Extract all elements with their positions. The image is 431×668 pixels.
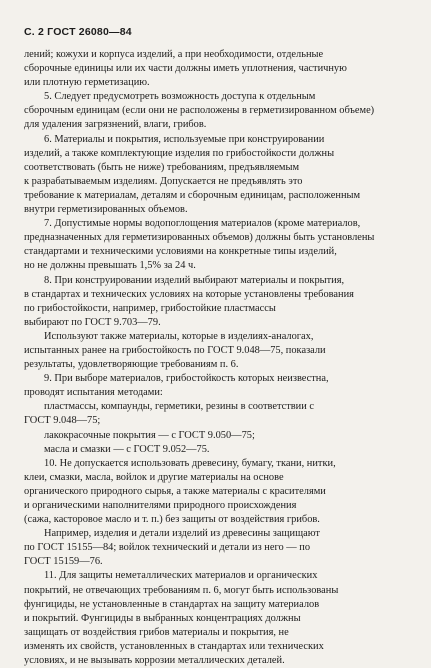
text-line: изменять их свойств, установленных в стандартах или технических: [24, 640, 324, 652]
paragraph: [24, 330, 407, 372]
text-line: но не должны превышать 1,5% за 24 ч.: [24, 260, 196, 272]
text-line: 7. Допустимые нормы водопоглощения материалов (кроме материалов,: [44, 218, 361, 230]
text-line: лений; кожухи и корпуса изделий, а при необходимости, отдельные: [24, 49, 324, 60]
text-line: испытанных ранее на грибостойкость по ГОСТ 9.048—75, показали: [24, 344, 326, 356]
paragraph: [24, 90, 407, 132]
paragraph: [24, 457, 407, 527]
page-header: С. 2 ГОСТ 26080—84: [24, 26, 132, 38]
text-line: предназначенных для герметизированных объемов) должны быть установлены: [24, 232, 375, 244]
text-line: ГОСТ 15159—76.: [24, 556, 103, 568]
text-line: и органическими наполнителями природного происхождения: [24, 500, 297, 511]
paragraph: [24, 217, 407, 273]
text-line: лакокрасочные покрытия — с ГОСТ 9.050—75;: [44, 429, 255, 441]
text-line: 11. Для защиты неметаллических материалов и органических: [44, 570, 318, 582]
text-line: или плотную герметизацию.: [24, 77, 150, 89]
text-line: ГОСТ 9.048—75;: [24, 415, 101, 427]
text-line: масла и смазки — с ГОСТ 9.052—75.: [44, 443, 210, 455]
paragraph: [24, 133, 407, 218]
text-line: стандартами и техническими условиями на конкретные типы изделий,: [24, 246, 337, 258]
text-line: изделий, а также комплектующие изделия по грибостойкости должны: [24, 147, 335, 159]
text-line: в стандартах и технических условиях на которые установлены требования: [24, 288, 354, 300]
text-line: к разрабатываемым изделиям. Допускается не предъявлять это: [24, 175, 303, 187]
text-line: проводят испытания методами:: [24, 387, 163, 399]
paragraph: [24, 372, 407, 400]
paragraph: [24, 400, 407, 428]
text-line: требование к материалам, деталям и сборочным единицам, расположенным: [24, 189, 361, 201]
document-body: [24, 48, 407, 668]
text-line: (сажа, касторовое масло и т. п.) без защиты от воздействия грибов.: [24, 514, 320, 526]
text-line: выбирают по ГОСТ 9.703—79.: [24, 316, 161, 328]
text-line: 9. При выборе материалов, грибостойкость которых неизвестна,: [44, 373, 329, 385]
text-line: внутри герметизированных объемов.: [24, 204, 188, 216]
text-line: для удаления загрязнений, влаги, грибов.: [24, 119, 207, 131]
text-line: 6. Материалы и покрытия, используемые при конструировании: [44, 133, 325, 145]
text-line: сборочным единицам (если они не расположены в герметизированном объеме): [24, 105, 375, 117]
text-line: пластмассы, компаунды, герметики, резины в соответствии с: [44, 401, 315, 413]
text-line: клеи, смазки, масла, войлок и другие материалы на основе: [24, 471, 284, 483]
text-line: защищать от воздействия грибов материалы и покрытия, не: [24, 626, 289, 638]
paragraph: [24, 569, 407, 668]
text-line: Используют также материалы, которые в изделиях-аналогах,: [44, 330, 314, 342]
paragraph: [24, 429, 407, 443]
paragraph: [24, 48, 407, 90]
text-line: по ГОСТ 15155—84; войлок технический и детали из него — по: [24, 542, 311, 554]
text-line: по грибостойкости, например, грибостойкие пластмассы: [24, 302, 276, 314]
text-line: Например, изделия и детали изделий из древесины защищают: [44, 528, 320, 540]
text-line: органического природного сырья, а также материалы с красителями: [24, 485, 326, 497]
text-line: 5. Следует предусмотреть возможность доступа к отдельным: [44, 91, 316, 103]
text-line: сборочные единицы или их части должны иметь уплотнения, частичную: [24, 63, 347, 75]
text-line: и покрытий. Фунгициды в выбранных концентрациях должны: [24, 612, 301, 624]
text-line: 10. Не допускается использовать древесину, бумагу, ткани, нитки,: [44, 457, 336, 469]
paragraph: [24, 443, 407, 457]
text-line: покрытий, не отвечающих требованиям п. 6, могут быть использованы: [24, 584, 339, 596]
text-line: фунгициды, не установленные в стандартах на защиту материалов: [24, 598, 320, 610]
text-line: условиях, и не вызывать коррозии металлических деталей.: [24, 655, 285, 667]
paragraph: [24, 274, 407, 330]
paragraph: [24, 527, 407, 569]
text-line: 8. При конструировании изделий выбирают материалы и покрытия,: [44, 274, 345, 286]
text-line: результаты, удовлетворяющие требованиям п. 6.: [24, 359, 239, 371]
text-line: соответствовать (быть не ниже) требованиям, предъявляемым: [24, 161, 300, 173]
